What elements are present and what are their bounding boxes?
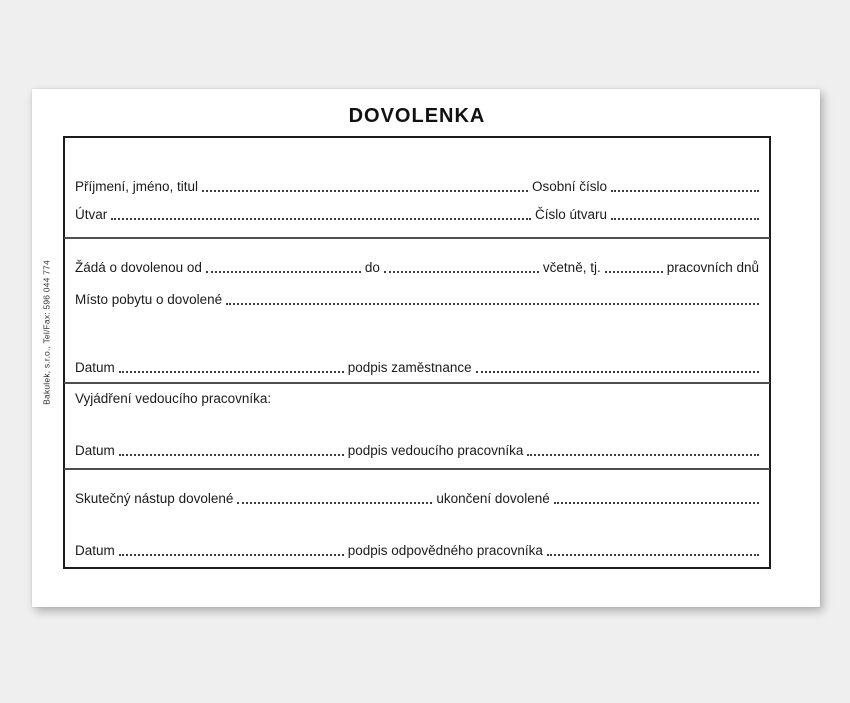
- row-manager-statement: [75, 389, 759, 407]
- employee-signature-fill-line: [476, 371, 759, 373]
- vacation-from-label: Žádá o dovolenou od: [75, 260, 202, 275]
- vacation-place-fill-line: [226, 303, 759, 305]
- vacation-from-fill-line: [206, 271, 361, 273]
- employee-signature-label: podpis zaměstnance: [347, 360, 472, 375]
- manager-statement-label: Vyjádření vedoucího pracovníka:: [75, 391, 272, 406]
- section-divider-3: [64, 468, 770, 470]
- date-fill-line: [119, 554, 344, 556]
- working-days-fill-line: [605, 271, 663, 273]
- manager-signature-label: podpis vedoucího pracovníka: [347, 443, 524, 458]
- form-title: DOVOLENKA: [348, 105, 486, 127]
- responsible-signature-fill-line: [547, 554, 759, 556]
- section-divider-2: [64, 382, 770, 384]
- actual-start-label: Skutečný nástup dovolené: [75, 491, 234, 506]
- department-number-fill-line: [611, 218, 759, 220]
- actual-end-fill-line: [554, 502, 759, 504]
- date-fill-line: [119, 371, 344, 373]
- row-department: [75, 205, 759, 223]
- manager-signature-fill-line: [527, 454, 759, 456]
- vacation-place-label: Místo pobytu o dovolené: [75, 292, 223, 307]
- row-name-personal-number: [75, 177, 759, 195]
- vacation-to-fill-line: [384, 271, 539, 273]
- row-vacation-place: [75, 290, 759, 308]
- row-employee-signature: [75, 358, 759, 376]
- date-label: Datum: [75, 360, 115, 375]
- actual-start-fill-line: [237, 502, 432, 504]
- inclusive-label: včetně, tj.: [542, 260, 601, 275]
- personal-number-fill-line: [611, 190, 759, 192]
- date-fill-line: [119, 454, 344, 456]
- department-number-label: Číslo útvaru: [534, 207, 607, 222]
- department-fill-line: [111, 218, 531, 220]
- date-label: Datum: [75, 543, 115, 558]
- responsible-signature-label: podpis odpovědného pracovníka: [347, 543, 543, 558]
- row-vacation-dates: [75, 258, 759, 276]
- actual-end-label: ukončení dovolené: [436, 491, 550, 506]
- personal-number-label: Osobní číslo: [531, 179, 607, 194]
- department-label: Útvar: [75, 207, 108, 222]
- section-divider-1: [64, 237, 770, 239]
- row-manager-signature: [75, 441, 759, 459]
- paper-sheet: [32, 89, 820, 607]
- vacation-to-label: do: [364, 260, 380, 275]
- form-border-box: [63, 136, 771, 569]
- row-responsible-signature: [75, 541, 759, 559]
- name-label: Příjmení, jméno, titul: [75, 179, 199, 194]
- printer-info-vertical-text: Bakulek, s.r.o., Tel/Fax: 596 044 774: [41, 260, 52, 405]
- name-fill-line: [202, 190, 528, 192]
- date-label: Datum: [75, 443, 115, 458]
- row-actual-vacation: [75, 489, 759, 507]
- working-days-label: pracovních dnů: [666, 260, 760, 275]
